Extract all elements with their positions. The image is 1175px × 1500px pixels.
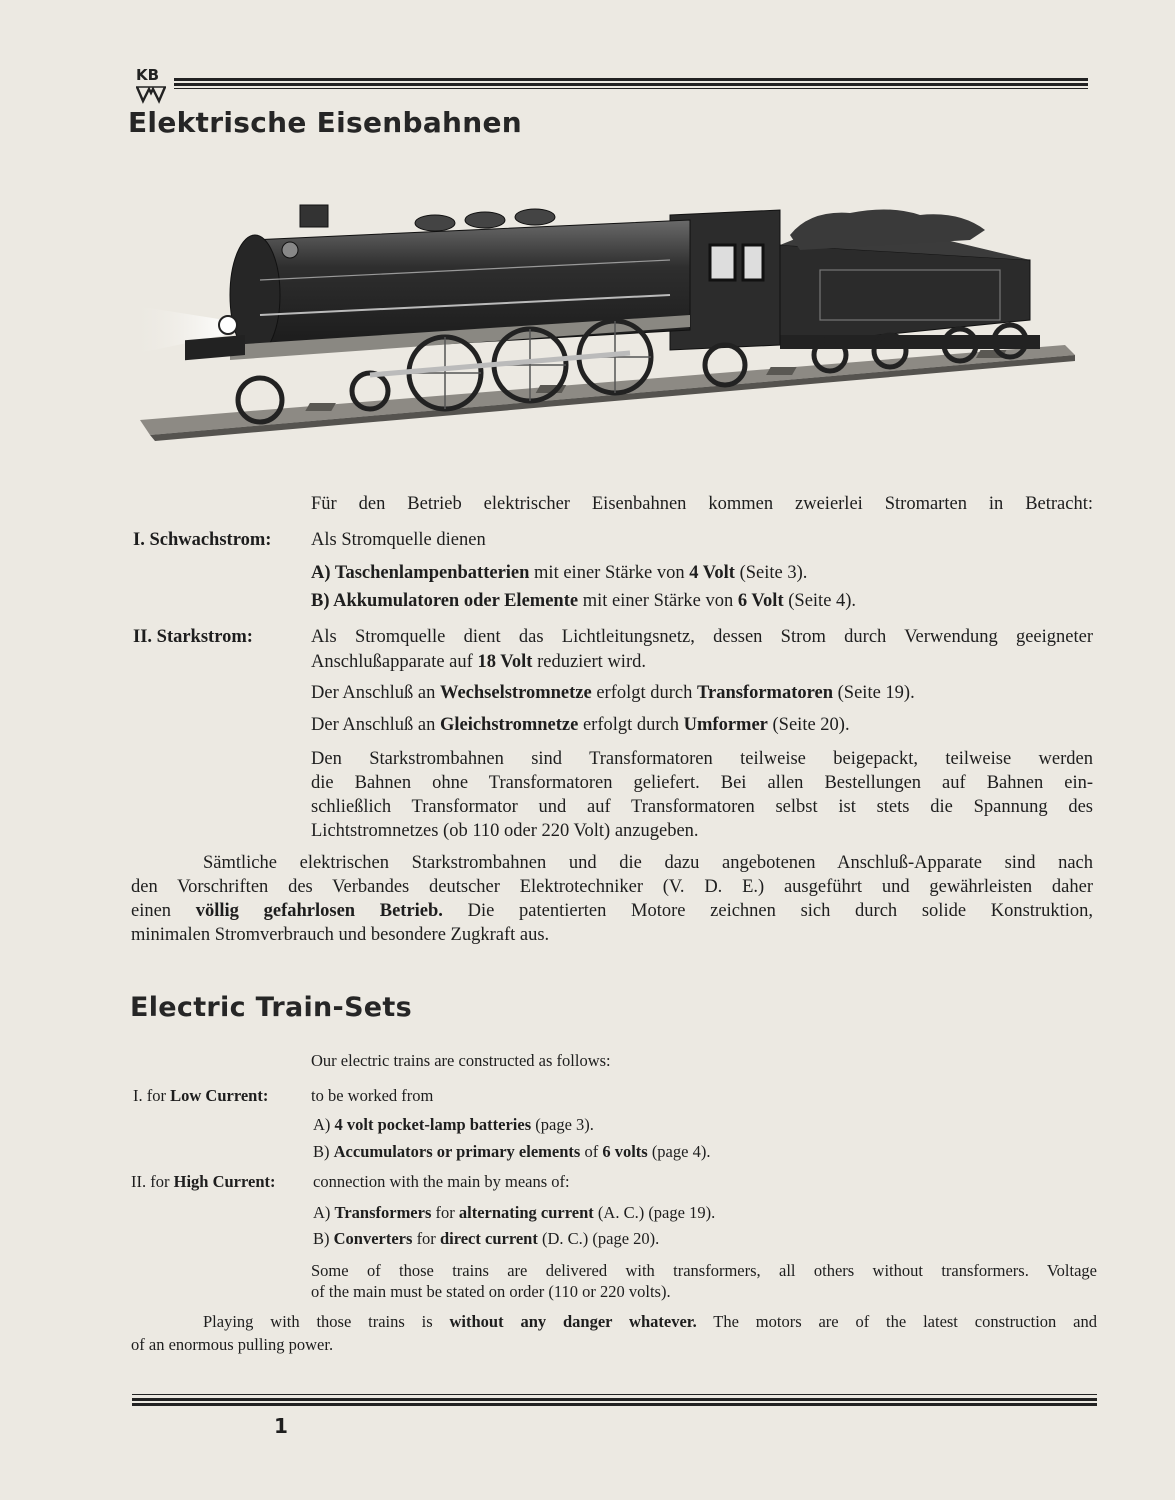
text-span: The motors are of the latest construction and	[696, 1312, 1097, 1331]
starkstrom-para-4-line-1: Den Starkstrombahnen sind Transformatoren teilweise beigepackt, teilweise werden	[311, 749, 1093, 769]
schwachstrom-text: Als Stromquelle dienen	[311, 530, 486, 550]
german-closing-line-1: Sämtliche elektrischen Starkstrombahnen und die dazu angebotenen Anschluß-Apparate sind nach	[203, 853, 1093, 873]
option-mid: for	[431, 1203, 459, 1222]
option-prefix: B)	[313, 1142, 334, 1161]
option-value: 4 Volt	[689, 563, 735, 583]
option-prefix: A)	[313, 1115, 335, 1134]
option-prefix: B)	[311, 591, 334, 611]
starkstrom-para-4-line-2: die Bahnen ohne Transformatoren geliefert. Bei allen Bestellungen auf Bahnen ein-	[311, 773, 1093, 793]
bold-span: Umformer	[683, 715, 768, 735]
logo-text: KB	[136, 66, 160, 84]
option-value: alternating current	[458, 1203, 594, 1222]
german-closing-line-3	[131, 899, 1093, 923]
kbw-logo	[136, 68, 168, 108]
option-mid: for	[412, 1229, 440, 1248]
starkstrom-label: II. Starkstrom:	[133, 627, 253, 647]
starkstrom-para-2	[311, 681, 915, 705]
option-bold: Accumulators or primary elements	[333, 1142, 581, 1161]
high-current-note-line-2: of the main must be stated on order (110 or 220 volts).	[311, 1282, 671, 1301]
bold-span: High Current:	[173, 1172, 276, 1191]
german-title: Elektrische Eisenbahnen	[128, 106, 523, 139]
option-suffix: (page 4).	[647, 1142, 711, 1161]
high-current-label	[131, 1171, 276, 1193]
option-bold: 4 volt pocket-lamp batteries	[334, 1115, 532, 1134]
logo-w-mark-icon	[136, 84, 166, 104]
english-closing-line-2: of an enormous pulling power.	[131, 1335, 334, 1354]
option-suffix: (page 3).	[531, 1115, 594, 1134]
option-mid: mit einer Stärke von	[529, 563, 690, 583]
option-value: 6 Volt	[737, 591, 784, 611]
option-bold: Akkumulatoren oder Elemente	[333, 591, 579, 611]
bold-span: völlig gefahrlosen Betrieb.	[195, 901, 443, 921]
option-prefix: A)	[311, 563, 335, 583]
header-rule	[174, 78, 1088, 89]
option-suffix: (Seite 3).	[734, 563, 808, 583]
english-intro: Our electric trains are constructed as follows:	[311, 1051, 611, 1070]
option-value: 6 volts	[602, 1142, 648, 1161]
option-bold: Converters	[333, 1229, 413, 1248]
starkstrom-para-1-line-2	[311, 650, 646, 674]
text-span: (Seite 19).	[833, 683, 915, 703]
starkstrom-para-4-line-3: schließlich Transformator und auf Transformatoren selbst ist stets die Spannung des	[311, 797, 1093, 817]
text-span: I. for	[133, 1086, 171, 1105]
high-current-option-a	[313, 1202, 715, 1224]
starkstrom-para-3	[311, 713, 850, 737]
text-span: Der Anschluß an	[311, 683, 440, 703]
text-span: Playing with those trains is	[203, 1312, 450, 1331]
text-span: einen	[131, 901, 196, 921]
german-intro: Für den Betrieb elektrischer Eisenbahnen kommen zweierlei Stromarten in Betracht:	[311, 494, 1093, 514]
option-prefix: B)	[313, 1229, 334, 1248]
text-span: Der Anschluß an	[311, 715, 440, 735]
low-current-option-b	[313, 1141, 710, 1163]
option-bold: Taschenlampenbatterien	[334, 563, 530, 583]
footer-rule	[132, 1394, 1097, 1406]
starkstrom-para-4-line-4: Lichtstromnetzes (ob 110 oder 220 Volt) anzugeben.	[311, 821, 699, 841]
bold-span: Low Current:	[170, 1086, 269, 1105]
high-current-text: connection with the main by means of:	[313, 1172, 570, 1191]
low-current-option-a	[313, 1114, 594, 1136]
text-span: (Seite 20).	[767, 715, 850, 735]
text-span: reduziert wird.	[532, 652, 646, 672]
german-closing-line-4: minimalen Stromverbrauch und besondere Zugkraft aus.	[131, 925, 550, 945]
option-suffix: (D. C.) (page 20).	[537, 1229, 660, 1248]
text-span: erfolgt durch	[578, 715, 684, 735]
low-current-label	[133, 1085, 268, 1107]
high-current-option-b	[313, 1228, 659, 1250]
option-value: direct current	[439, 1229, 538, 1248]
german-closing-line-2: den Vorschriften des Verbandes deutscher Elektrotechniker (V. D. E.) ausgeführt und gewährleisten daher	[131, 877, 1093, 897]
bold-span: Transformatoren	[697, 683, 834, 703]
schwachstrom-option-b	[311, 589, 856, 613]
option-suffix: (A. C.) (page 19).	[593, 1203, 716, 1222]
option-bold: Transformers	[334, 1203, 432, 1222]
page-number: 1	[274, 1414, 288, 1438]
english-title: Electric Train-Sets	[130, 992, 413, 1023]
locomotive-illustration	[130, 195, 1080, 465]
voltage-bold: 18 Volt	[477, 652, 533, 672]
high-current-note-line-1: Some of those trains are delivered with transformers, all others without transformers. Voltage	[311, 1261, 1097, 1280]
bold-span: without any danger whatever.	[449, 1312, 697, 1331]
low-current-text: to be worked from	[311, 1086, 434, 1105]
starkstrom-para-1-line-1: Als Stromquelle dient das Lichtleitungsnetz, dessen Strom durch Verwendung geeigneter	[311, 627, 1093, 647]
option-suffix: (Seite 4).	[783, 591, 857, 611]
schwachstrom-option-a	[311, 561, 807, 585]
text-span: Anschlußapparate auf	[311, 652, 478, 672]
text-span: II. for	[131, 1172, 174, 1191]
option-mid: of	[580, 1142, 603, 1161]
schwachstrom-label: I. Schwachstrom:	[133, 530, 272, 550]
english-closing-line-1	[203, 1311, 1097, 1333]
option-mid: mit einer Stärke von	[578, 591, 738, 611]
option-prefix: A)	[313, 1203, 335, 1222]
text-span: Die patentierten Motore zeichnen sich durch solide Konstruktion,	[442, 901, 1093, 921]
text-span: erfolgt durch	[591, 683, 698, 703]
bold-span: Wechselstromnetze	[439, 683, 592, 703]
bold-span: Gleichstromnetze	[439, 715, 579, 735]
